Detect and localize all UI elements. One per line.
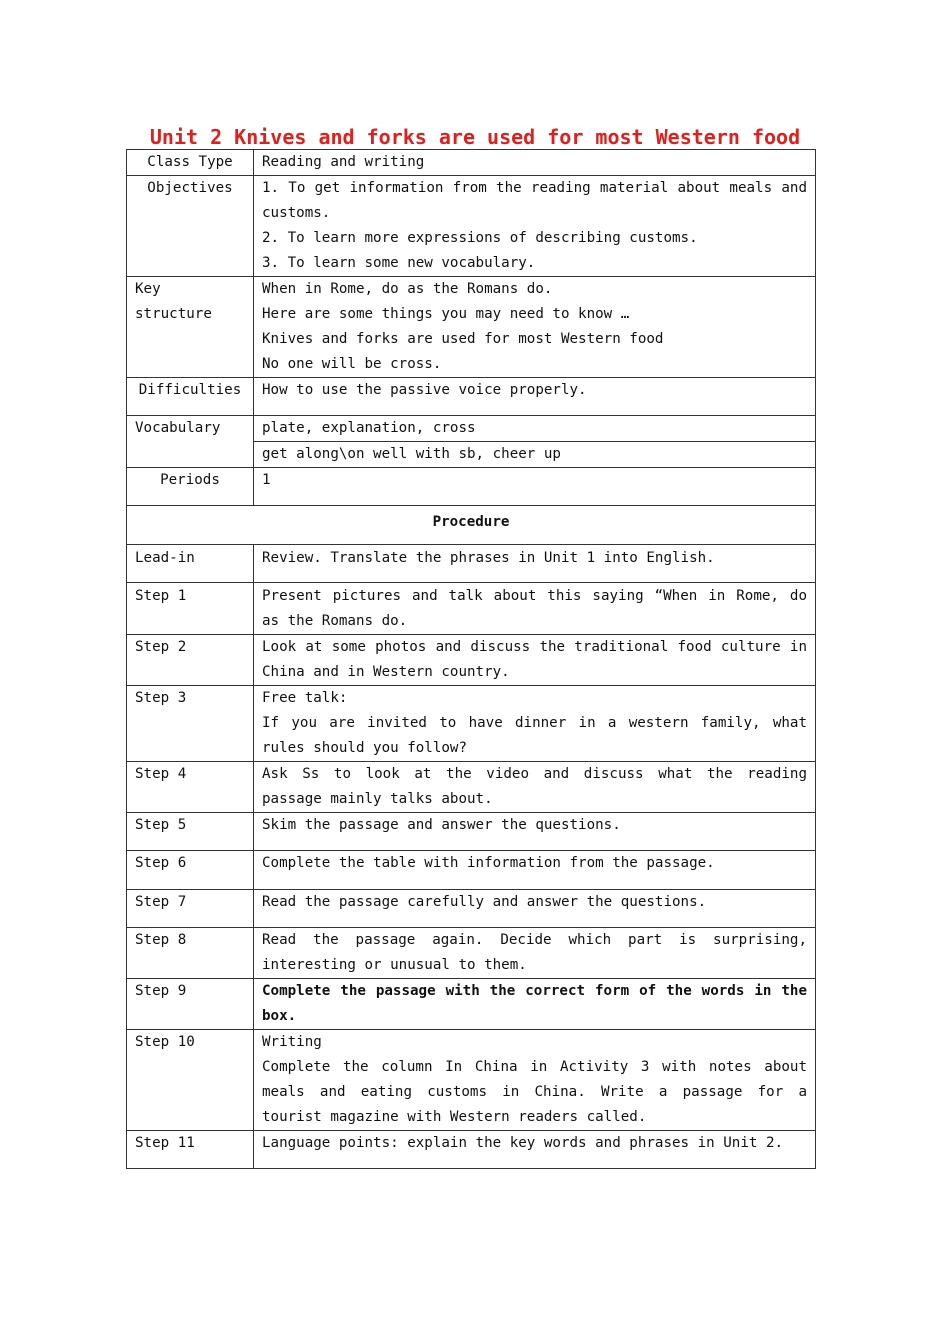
step-label: Step 2 xyxy=(127,635,254,686)
table-row xyxy=(127,635,816,686)
table-row xyxy=(127,378,816,416)
objectives-label: Objectives xyxy=(127,176,254,277)
step-label: Lead-in xyxy=(127,545,254,583)
table-row xyxy=(127,506,816,545)
step-description xyxy=(254,1030,816,1131)
key-structure-label: Key structure xyxy=(127,277,254,378)
periods-value: 1 xyxy=(254,468,816,506)
objective-line: 3. To learn some new vocabulary. xyxy=(262,255,536,271)
class-type-value: Reading and writing xyxy=(254,150,816,176)
key-structure-line: No one will be cross. xyxy=(262,356,442,372)
vocabulary-value-2: get along\on well with sb, cheer up xyxy=(254,442,816,468)
step-line: Complete the column In China in Activity 3 with notes about meals and eating customs in China. Write a passage for a tourist magazine with Western readers called. xyxy=(262,1059,807,1125)
table-row xyxy=(127,1030,816,1131)
step-label: Step 4 xyxy=(127,762,254,813)
step-label: Step 9 xyxy=(127,979,254,1030)
step-label: Step 7 xyxy=(127,890,254,928)
objective-line: 1. To get information from the reading material about meals and customs. xyxy=(262,180,807,221)
step-description: Review. Translate the phrases in Unit 1 into English. xyxy=(254,545,816,583)
step-description: Read the passage again. Decide which part is surprising, interesting or unusual to them. xyxy=(254,928,816,979)
document-title: Unit 2 Knives and forks are used for most Western food xyxy=(149,125,801,149)
table-row xyxy=(127,277,816,378)
table-row xyxy=(127,979,816,1030)
step-description: Language points: explain the key words and phrases in Unit 2. xyxy=(254,1131,816,1169)
periods-label: Periods xyxy=(127,468,254,506)
step-label: Step 5 xyxy=(127,813,254,851)
table-row xyxy=(127,890,816,928)
key-structure-value xyxy=(254,277,816,378)
table-row xyxy=(127,468,816,506)
table-row xyxy=(127,762,816,813)
step-line: Free talk: xyxy=(262,690,348,706)
step-description: Read the passage carefully and answer the questions. xyxy=(254,890,816,928)
step-label: Step 8 xyxy=(127,928,254,979)
difficulties-value: How to use the passive voice properly. xyxy=(254,378,816,416)
table-row xyxy=(127,1131,816,1169)
step-description: Present pictures and talk about this saying “When in Rome, do as the Romans do. xyxy=(254,583,816,635)
step-description: Complete the passage with the correct form of the words in the box. xyxy=(254,979,816,1030)
step-label: Step 11 xyxy=(127,1131,254,1169)
step-label: Step 1 xyxy=(127,583,254,635)
key-structure-line: Here are some things you may need to know … xyxy=(262,306,630,322)
lesson-plan-table xyxy=(126,149,816,1169)
table-row xyxy=(127,928,816,979)
table-row xyxy=(127,176,816,277)
objective-line: 2. To learn more expressions of describing customs. xyxy=(262,230,698,246)
step-label: Step 10 xyxy=(127,1030,254,1131)
vocabulary-value-1: plate, explanation, cross xyxy=(254,416,816,442)
step-description: Look at some photos and discuss the traditional food culture in China and in Western country. xyxy=(254,635,816,686)
step-line: If you are invited to have dinner in a western family, what rules should you follow? xyxy=(262,715,807,756)
table-row xyxy=(127,583,816,635)
key-structure-line: When in Rome, do as the Romans do. xyxy=(262,281,553,297)
step-label: Step 6 xyxy=(127,851,254,890)
key-structure-line: Knives and forks are used for most Western food xyxy=(262,331,664,347)
difficulties-label: Difficulties xyxy=(127,378,254,416)
class-type-label: Class Type xyxy=(127,150,254,176)
table-row xyxy=(127,150,816,176)
step-description xyxy=(254,686,816,762)
table-row xyxy=(127,416,816,442)
step-label: Step 3 xyxy=(127,686,254,762)
procedure-heading: Procedure xyxy=(127,506,816,545)
table-row xyxy=(127,851,816,890)
step-description: Skim the passage and answer the questions. xyxy=(254,813,816,851)
step-line: Writing xyxy=(262,1034,322,1050)
objectives-value xyxy=(254,176,816,277)
table-row xyxy=(127,545,816,583)
step-description: Ask Ss to look at the video and discuss what the reading passage mainly talks about. xyxy=(254,762,816,813)
vocabulary-label: Vocabulary xyxy=(127,416,254,468)
table-row xyxy=(127,686,816,762)
table-row xyxy=(127,813,816,851)
step-description: Complete the table with information from the passage. xyxy=(254,851,816,890)
